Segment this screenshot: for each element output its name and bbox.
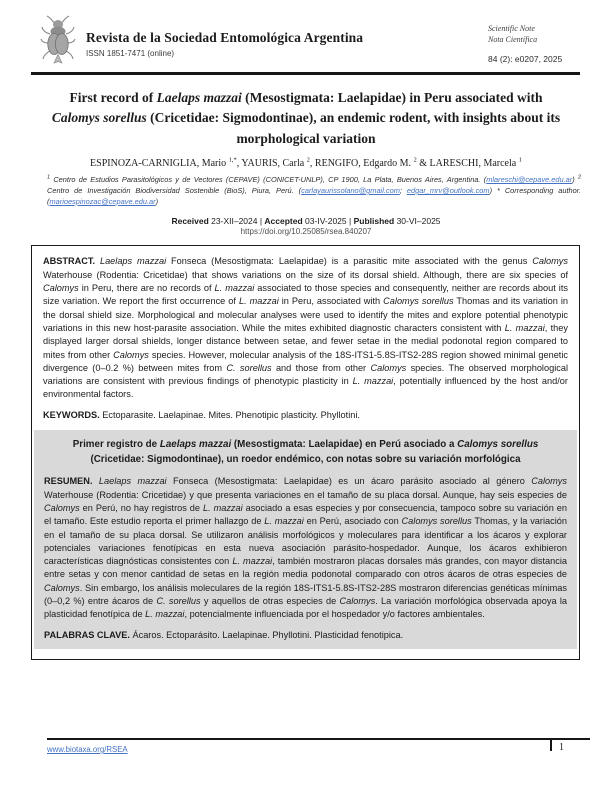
header-rule — [31, 72, 580, 75]
note-type-en: Scientific Note — [488, 24, 535, 33]
doi-link[interactable]: https://doi.org/10.25085/rsea.840207 — [240, 227, 372, 237]
abstract-box — [31, 245, 580, 660]
email-link-carlayauris[interactable]: carlayaurissolano@gmail.com — [301, 186, 400, 195]
article-title: First record of Laelaps mazzai (Mesostigmata: Laelapidae) in Peru associated with Calomys sorellus (Cricetidae: Sigmodontinae), an endemic rodent, with insights about its morphological variation — [51, 89, 561, 147]
masthead — [86, 14, 363, 58]
note-type-es: Nota Científica — [488, 34, 538, 44]
abstract-paragraph: ABSTRACT. Laelaps mazzai Fonseca (Mesostigmata: Laelapidae) is a parasitic mite associated with the genus Calomys Waterhouse (Rodentia: Cricetidae) that shows variations on the size of its dorsal shield. Although, there are six species of Calomys in Peru, there are no records of L. mazzai associated to those species and consequently, neither are records about its size variation. We report the first occurrence of L. mazzai in Peru, associated with Calomys sorellus Thomas and its variation in the dorsal shield size. Morphological and molecular analyses were used to identify the mites and explore potential phenotypic variations in this new host-parasite association. While the mites exhibited diagnostic characters consistent with L. mazzai, they displayed larger dorsal shields, longer distance between setae, and fewer setae in the medial podonotal region compared to mites from other Calomys species. However, molecular analysis of the 18S-ITS1-5.8S-ITS2-28S region showed minimal genetic divergence (0–0.2 %) between mites from C. sorellus and those from other Calomys species. The observed morphological variations are consistent with previous findings of phenotypic plasticity in L. mazzai, potentially influenced by the host and/or environmental factors. — [43, 256, 569, 400]
journal-header — [40, 14, 580, 68]
dates-line: Received 23-XII–2024 | Accepted 03-IV-2025 | Published 30-VI–2025 — [171, 216, 441, 227]
keywords-line: KEYWORDS. Ectoparasite. Laelapinae. Mites. Phenotipic plasticity. Phyllotini. — [43, 409, 360, 420]
journal-title: Revista de la Sociedad Entomológica Argentina — [86, 30, 364, 45]
journal-logo-beetle-icon — [40, 14, 76, 66]
email-link-corresponding[interactable]: marioespinozac@cepave.edu.ar — [49, 196, 156, 206]
footer-website-link[interactable]: www.biotaxa.org/RSEA — [47, 745, 128, 754]
affiliations: $^1$ Centro de Estudios Parasitológicos y de Vectores (CEPAVE) (CONICET-UNLP), CP 1900, La Plata, Buenos Aires, Argentina. (mlareschi@cepave.edu.ar) $^2$ Centro de Investigación Biodiversidad Sostenible (BioS), Piura, Perú. (carlayaurissolano@gmail.com; edgar_mrv@outlook.com) * Corresponding author. (marioespinozac@cepave.edu.ar) — [47, 174, 582, 206]
resumen-paragraph: RESUMEN. Laelaps mazzai Fonseca (Mesostigmata: Laelapidae) es un ácaro parásito asociado al género Calomys Waterhouse (Rodentia: Cricetidae) y que presenta variaciones en el tamaño de su placa dorsal. Aunque, hay seis especies de Calomys en Perú, no hay registros de L. mazzai asociado a esas especies y por consecuencia, tampoco sobre su variación en el tamaño. Este estudio reporta el primer hallazgo de L. mazzai en Perú, asociado con Calomys sorellus Thomas, y la variación en el tamaño de su placa dorsal. Se utilizaron análisis morfológicos y moleculares para identificar a los ácaros y explorar potenciales variaciones fenotípicas en esta nueva asociación parásito-hospedador. Aunque, los ácaros exhibieron características diagnósticas consistentes con L. mazzai, también mostraron placas dorsales más grandes, con mayor distancia entre setas y con menor cantidad de setas en la región media podonotal comparado con otros ácaros de otras especies de Calomys. Sin embargo, los análisis moleculares de la región 18S-ITS1-5.8S-ITS2-28S mostraron diferencias genéticas mínimas (0–0,2 %) entre ácaros de C. sorellus y aquellos de otras especies de Calomys. La variación morfológica observada apoya la plasticidad fenotípica de L. mazzai, potencialmente influenciada por el hospedador y/o factores ambientales. — [44, 476, 568, 620]
spanish-section — [34, 430, 577, 649]
spanish-title: Primer registro de Laelaps mazzai (Mesostigmata: Laelapidae) en Perú asociado a Calomys sorellus (Cricetidae: Sigmodontinae), un roedor endémico, con notas sobre su variación morfológica — [72, 439, 539, 465]
footer-rule — [47, 738, 590, 740]
header-right-block — [488, 14, 580, 64]
page-number: 1 — [559, 742, 564, 753]
email-link-edgar[interactable]: edgar_mrv@outlook.com — [406, 186, 490, 195]
journal-issn: ISSN 1851-7471 (online) — [86, 49, 175, 58]
email-link-mlareschi[interactable]: mlareschi@cepave.edu.ar — [486, 175, 573, 185]
footer-page-tick — [550, 738, 552, 751]
issue-citation: 84 (2): e0207, 2025 — [488, 53, 563, 64]
palabras-clave-line: PALABRAS CLAVE. Ácaros. Ectoparásito. Laelapinae. Phyllotini. Plasticidad fenotipica. — [44, 629, 404, 640]
authors-line: ESPINOZA-CARNIGLIA, Mario $^{1,*}$, YAURIS, Carla $^2$, RENGIFO, Edgardo M. $^2$ & LARESCHI, Marcela $^1$ — [90, 156, 522, 170]
